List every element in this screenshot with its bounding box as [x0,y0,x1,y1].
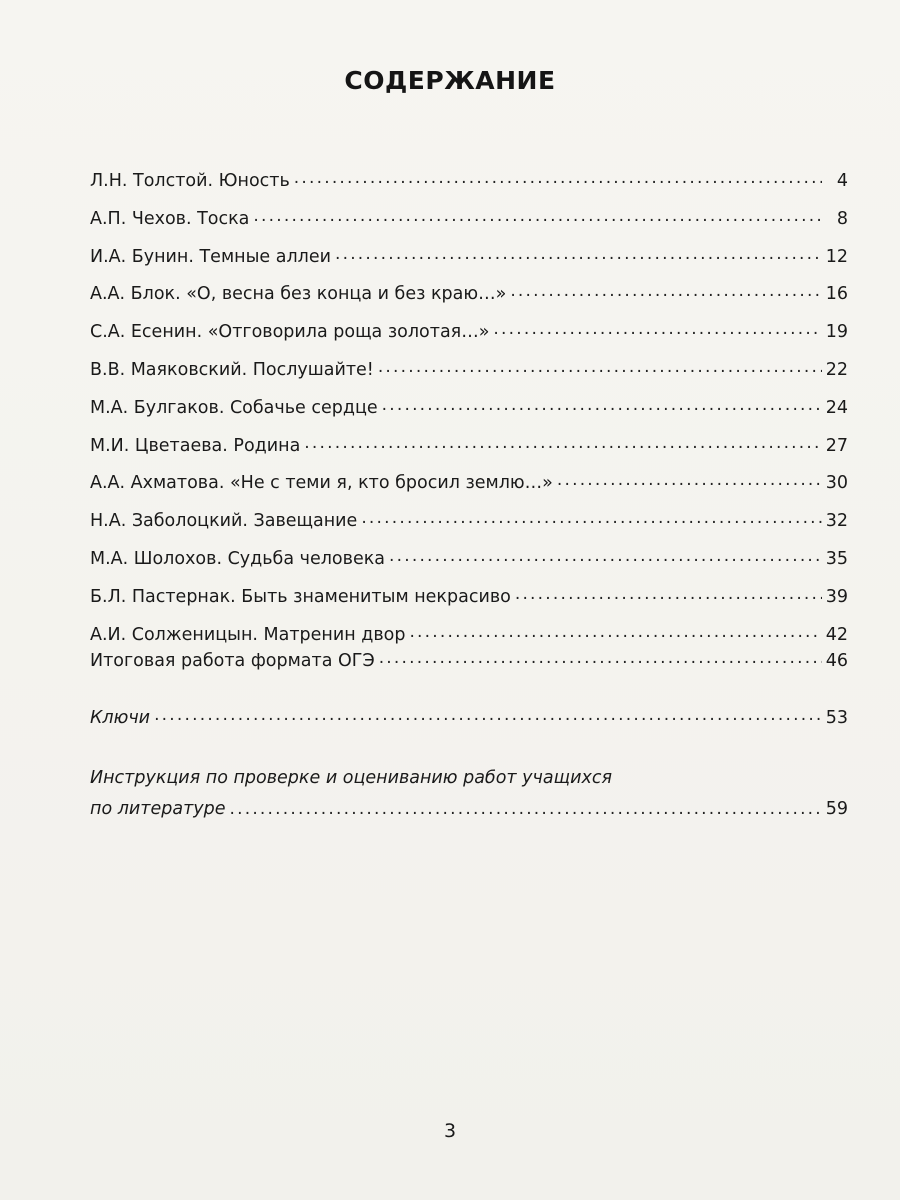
toc-entry-page: 35 [825,548,848,569]
toc-entry-page: 4 [836,171,848,191]
toc-entry-title: М.А. Шолохов. Судьба человека [90,548,386,569]
toc-entry-title: В.В. Маяковский. Послушайте! [90,359,374,380]
toc-keys-section [90,700,848,738]
toc-instructions-title-line2: по литературе [90,799,226,819]
toc-entry-title: Н.А. Заболоцкий. Завещание [90,511,358,532]
toc-entry-final-work [90,643,848,681]
toc-leader-dots [510,285,821,305]
toc-entry [90,465,848,503]
toc-entry-title: Итоговая работа формата ОГЭ [90,651,375,671]
toc-leader-dots [304,436,821,456]
toc-entry-page: 32 [825,511,848,532]
toc-entry-title: Л.Н. Толстой. Юность [90,171,290,191]
toc-leader-dots [230,799,822,819]
toc-entry [90,163,848,201]
toc-entry [90,314,848,352]
table-of-contents [90,163,848,654]
toc-leader-dots [389,550,822,570]
toc-entry-page: 27 [825,435,848,456]
toc-leader-dots [379,652,822,672]
toc-entry-page: 12 [825,246,848,267]
toc-leader-dots [361,512,821,532]
toc-leader-dots [335,247,822,267]
toc-entry-title: М.А. Булгаков. Собачье сердце [90,397,378,418]
toc-leader-dots [493,323,821,343]
toc-entry-title: С.А. Есенин. «Отговорила роща золотая…» [90,322,490,343]
toc-leader-dots [253,210,822,230]
toc-entry-page: 24 [825,397,848,418]
toc-entry-title: Ключи [90,708,151,728]
toc-entry-title: А.П. Чехов. Тоска [90,208,250,229]
toc-entry-page: 19 [825,322,848,343]
toc-entry-page: 22 [825,359,848,380]
toc-entry-page: 42 [825,624,848,645]
toc-entry-title: А.А. Блок. «О, весна без конца и без краю…» [90,284,507,305]
toc-entry [90,239,848,277]
toc-entry-title: А.И. Солженицын. Матренин двор [90,624,406,645]
toc-entry [90,201,848,239]
toc-entry-instructions [90,793,848,825]
toc-entry-page: 16 [825,284,848,305]
toc-entry-keys [90,700,848,738]
toc-entry [90,503,848,541]
toc-final-work-section [90,643,848,681]
toc-entry-title: Б.Л. Пастернак. Быть знаменитым некрасиво [90,586,511,607]
toc-leader-dots [378,361,822,381]
toc-entry-page: 53 [825,708,848,728]
toc-entry-title: М.И. Цветаева. Родина [90,435,301,456]
toc-entry [90,276,848,314]
toc-leader-dots [515,588,822,608]
toc-leader-dots [382,399,822,419]
toc-entry [90,579,848,617]
page-title: СОДЕРЖАНИЕ [344,66,556,95]
toc-entry-page: 39 [825,586,848,607]
toc-entry [90,428,848,466]
toc-leader-dots [294,172,822,192]
toc-leader-dots [557,474,822,494]
toc-entry-page: 46 [825,651,848,671]
page-number: 3 [443,1120,457,1142]
toc-entry-title: А.А. Ахматова. «Не с теми я, кто бросил землю…» [90,473,553,494]
toc-leader-dots [154,709,822,729]
toc-entry-title: И.А. Бунин. Темные аллеи [90,246,331,267]
toc-entry-page: 59 [825,799,848,819]
toc-entry [90,390,848,428]
toc-entry [90,352,848,390]
toc-instructions-section [90,763,848,825]
toc-instructions-title-line1: Инструкция по проверке и оцениванию работ учащихся [90,768,612,788]
toc-entry-page: 30 [825,473,848,494]
toc-entry-page: 8 [836,208,848,229]
toc-entry [90,541,848,579]
